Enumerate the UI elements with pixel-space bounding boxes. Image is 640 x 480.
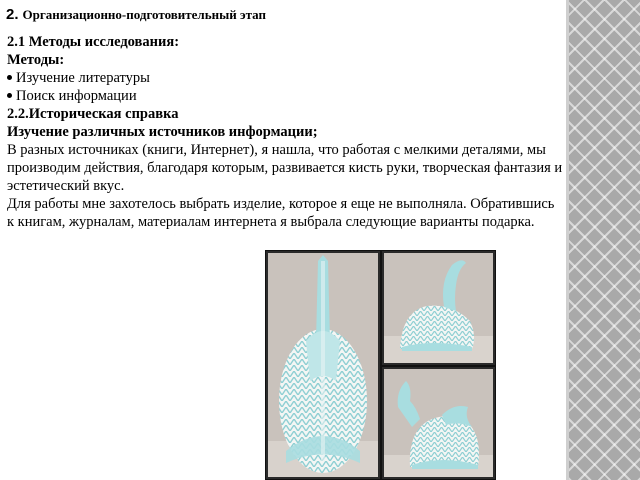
list-item: Поиск информации [7, 87, 563, 105]
slide-body [7, 33, 563, 231]
history-subtitle: Изучение различных источников информации; [7, 124, 318, 140]
page-title [6, 6, 266, 23]
swan-three-quarter-photo [381, 366, 496, 480]
swan-side-photo [381, 250, 496, 366]
title-number: 2. [6, 6, 19, 23]
swan-front-image [266, 251, 380, 479]
section-methods-heading: 2.1 Методы исследования: [7, 34, 180, 50]
title-text: Организационно-подготовительный этап [22, 7, 266, 22]
section-history-heading: 2.2.Историческая справка [7, 106, 179, 122]
methods-list [7, 69, 563, 105]
list-item: Изучение литературы [7, 69, 563, 87]
swan-front-photo [265, 250, 381, 480]
methods-label: Методы: [7, 52, 65, 68]
swan-three-quarter-image [382, 367, 495, 479]
swan-side-image [382, 251, 495, 365]
paragraph-choice: Для работы мне захотелось выбрать изделие, которое я еще не выполняла. Обратившись к книгам, журналам, материалам интернета я выбрала следующие варианты подарка. [7, 196, 555, 230]
paragraph-sources: В разных источниках (книги, Интернет), я нашла, что работая с мелкими деталями, мы производим действия, благодаря которым, развивается кисть руки, творческая фантазия и эстетический вкус. [7, 142, 563, 194]
decorative-pattern-strip [569, 0, 640, 480]
